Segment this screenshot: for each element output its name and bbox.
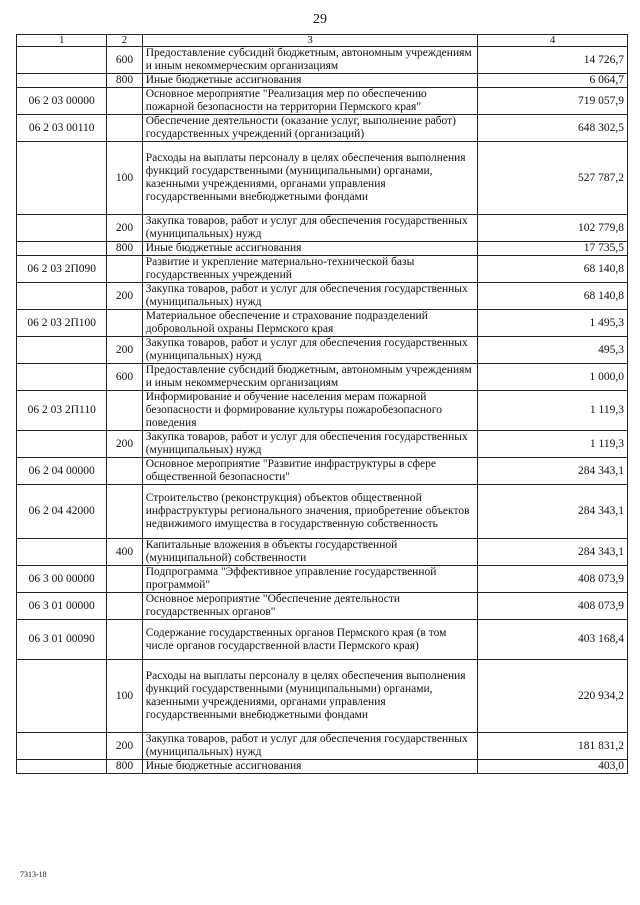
row-amount-cell: 181 831,2 xyxy=(478,733,628,760)
row-code-cell xyxy=(17,660,107,733)
table-row xyxy=(17,660,628,733)
row-amount-cell: 408 073,9 xyxy=(478,566,628,593)
row-expense-type-cell: 200 xyxy=(107,283,142,310)
row-amount-cell: 1 495,3 xyxy=(478,310,628,337)
row-name-cell: Предоставление субсидий бюджетным, автономным учреждениям и иным некоммерческим организациям xyxy=(142,47,478,74)
row-code-cell: 06 2 04 00000 xyxy=(17,458,107,485)
table-row xyxy=(17,539,628,566)
row-name-cell: Основное мероприятие "Обеспечение деятельности государственных органов" xyxy=(142,593,478,620)
row-expense-type-cell: 800 xyxy=(107,760,142,774)
row-amount-cell: 284 343,1 xyxy=(478,458,628,485)
row-code-cell xyxy=(17,760,107,774)
row-amount-cell: 495,3 xyxy=(478,337,628,364)
row-expense-type-cell xyxy=(107,88,142,115)
row-expense-type-cell: 800 xyxy=(107,74,142,88)
column-header-2: 2 xyxy=(107,35,142,47)
table-row xyxy=(17,242,628,256)
row-name-cell: Иные бюджетные ассигнования xyxy=(142,760,478,774)
table-row xyxy=(17,115,628,142)
row-code-cell: 06 3 01 00000 xyxy=(17,593,107,620)
table-row xyxy=(17,620,628,660)
table-row xyxy=(17,88,628,115)
row-name-cell: Подпрограмма "Эффективное управление государственной программой" xyxy=(142,566,478,593)
row-amount-cell: 1 119,3 xyxy=(478,431,628,458)
row-amount-cell: 408 073,9 xyxy=(478,593,628,620)
row-amount-cell: 403,0 xyxy=(478,760,628,774)
row-name-cell: Капитальные вложения в объекты государственной (муниципальной) собственности xyxy=(142,539,478,566)
table-row xyxy=(17,431,628,458)
row-amount-cell: 719 057,9 xyxy=(478,88,628,115)
row-amount-cell: 284 343,1 xyxy=(478,539,628,566)
row-name-cell: Закупка товаров, работ и услуг для обеспечения государственных (муниципальных) нужд xyxy=(142,431,478,458)
row-expense-type-cell: 200 xyxy=(107,733,142,760)
table-row xyxy=(17,364,628,391)
row-name-cell: Закупка товаров, работ и услуг для обеспечения государственных (муниципальных) нужд xyxy=(142,337,478,364)
row-name-cell: Информирование и обучение населения мерам пожарной безопасности и формирование культуры пожаробезопасного поведения xyxy=(142,391,478,431)
table-row xyxy=(17,142,628,215)
row-expense-type-cell: 200 xyxy=(107,337,142,364)
row-name-cell: Расходы на выплаты персоналу в целях обеспечения выполнения функций государственными (муниципальными) органами, казенными учреждениями, органами управления государственными внебюджетными фондами xyxy=(142,142,478,215)
column-header-4: 4 xyxy=(478,35,628,47)
row-name-cell: Развитие и укрепление материально-технической базы государственных учреждений xyxy=(142,256,478,283)
row-name-cell: Содержание государственных органов Пермского края (в том числе органов государственной власти Пермского края) xyxy=(142,620,478,660)
row-code-cell xyxy=(17,242,107,256)
row-amount-cell: 527 787,2 xyxy=(478,142,628,215)
row-expense-type-cell xyxy=(107,310,142,337)
row-code-cell xyxy=(17,337,107,364)
table-header-row xyxy=(17,35,628,47)
table-row xyxy=(17,215,628,242)
row-expense-type-cell xyxy=(107,458,142,485)
footer-code: 7313-18 xyxy=(20,870,47,879)
row-code-cell xyxy=(17,539,107,566)
row-name-cell: Основное мероприятие "Реализация мер по обеспечению пожарной безопасности на территории Пермского края" xyxy=(142,88,478,115)
row-name-cell: Закупка товаров, работ и услуг для обеспечения государственных (муниципальных) нужд xyxy=(142,733,478,760)
row-name-cell: Строительство (реконструкция) объектов общественной инфраструктуры регионального значения, приобретение объектов недвижимого имущества в государственную собственность xyxy=(142,485,478,539)
row-name-cell: Закупка товаров, работ и услуг для обеспечения государственных (муниципальных) нужд xyxy=(142,283,478,310)
row-expense-type-cell xyxy=(107,115,142,142)
row-expense-type-cell xyxy=(107,593,142,620)
row-name-cell: Обеспечение деятельности (оказание услуг, выполнение работ) государственных учреждений (организаций) xyxy=(142,115,478,142)
table-row xyxy=(17,733,628,760)
row-amount-cell: 648 302,5 xyxy=(478,115,628,142)
table-row xyxy=(17,256,628,283)
table-row xyxy=(17,760,628,774)
row-code-cell xyxy=(17,142,107,215)
table-row xyxy=(17,74,628,88)
row-code-cell xyxy=(17,733,107,760)
row-expense-type-cell xyxy=(107,391,142,431)
table-row xyxy=(17,47,628,74)
row-expense-type-cell: 800 xyxy=(107,242,142,256)
row-expense-type-cell: 100 xyxy=(107,142,142,215)
table-row xyxy=(17,485,628,539)
table-row xyxy=(17,458,628,485)
row-code-cell: 06 3 01 00090 xyxy=(17,620,107,660)
row-code-cell xyxy=(17,47,107,74)
row-amount-cell: 284 343,1 xyxy=(478,485,628,539)
budget-table xyxy=(16,34,628,774)
row-code-cell: 06 2 03 2П090 xyxy=(17,256,107,283)
table-row xyxy=(17,566,628,593)
row-amount-cell: 17 735,5 xyxy=(478,242,628,256)
row-name-cell: Расходы на выплаты персоналу в целях обеспечения выполнения функций государственными (муниципальными) органами, казенными учреждениями, органами управления государственными внебюджетными фондами xyxy=(142,660,478,733)
row-name-cell: Материальное обеспечение и страхование подразделений добровольной охраны Пермского края xyxy=(142,310,478,337)
row-name-cell: Иные бюджетные ассигнования xyxy=(142,74,478,88)
row-expense-type-cell: 600 xyxy=(107,364,142,391)
row-expense-type-cell xyxy=(107,256,142,283)
row-expense-type-cell xyxy=(107,566,142,593)
row-amount-cell: 1 119,3 xyxy=(478,391,628,431)
row-code-cell: 06 2 03 2П110 xyxy=(17,391,107,431)
row-code-cell xyxy=(17,431,107,458)
row-expense-type-cell: 200 xyxy=(107,215,142,242)
row-expense-type-cell: 100 xyxy=(107,660,142,733)
row-expense-type-cell: 400 xyxy=(107,539,142,566)
row-amount-cell: 403 168,4 xyxy=(478,620,628,660)
row-code-cell: 06 2 03 00000 xyxy=(17,88,107,115)
row-amount-cell: 6 064,7 xyxy=(478,74,628,88)
row-expense-type-cell xyxy=(107,485,142,539)
row-code-cell: 06 3 00 00000 xyxy=(17,566,107,593)
column-header-3: 3 xyxy=(142,35,478,47)
row-code-cell xyxy=(17,215,107,242)
row-name-cell: Иные бюджетные ассигнования xyxy=(142,242,478,256)
row-code-cell: 06 2 04 42000 xyxy=(17,485,107,539)
table-row xyxy=(17,337,628,364)
row-amount-cell: 1 000,0 xyxy=(478,364,628,391)
table-row xyxy=(17,310,628,337)
row-code-cell xyxy=(17,364,107,391)
row-code-cell: 06 2 03 00110 xyxy=(17,115,107,142)
row-code-cell: 06 2 03 2П100 xyxy=(17,310,107,337)
row-name-cell: Закупка товаров, работ и услуг для обеспечения государственных (муниципальных) нужд xyxy=(142,215,478,242)
page-number: 29 xyxy=(313,12,327,27)
row-amount-cell: 220 934,2 xyxy=(478,660,628,733)
table-row xyxy=(17,593,628,620)
row-amount-cell: 14 726,7 xyxy=(478,47,628,74)
row-name-cell: Основное мероприятие "Развитие инфраструктуры в сфере общественной безопасности" xyxy=(142,458,478,485)
row-name-cell: Предоставление субсидий бюджетным, автономным учреждениям и иным некоммерческим организациям xyxy=(142,364,478,391)
row-code-cell xyxy=(17,74,107,88)
column-header-1: 1 xyxy=(17,35,107,47)
row-amount-cell: 68 140,8 xyxy=(478,256,628,283)
row-expense-type-cell: 200 xyxy=(107,431,142,458)
row-expense-type-cell xyxy=(107,620,142,660)
row-amount-cell: 102 779,8 xyxy=(478,215,628,242)
table-row xyxy=(17,391,628,431)
table-row xyxy=(17,283,628,310)
row-amount-cell: 68 140,8 xyxy=(478,283,628,310)
row-code-cell xyxy=(17,283,107,310)
row-expense-type-cell: 600 xyxy=(107,47,142,74)
